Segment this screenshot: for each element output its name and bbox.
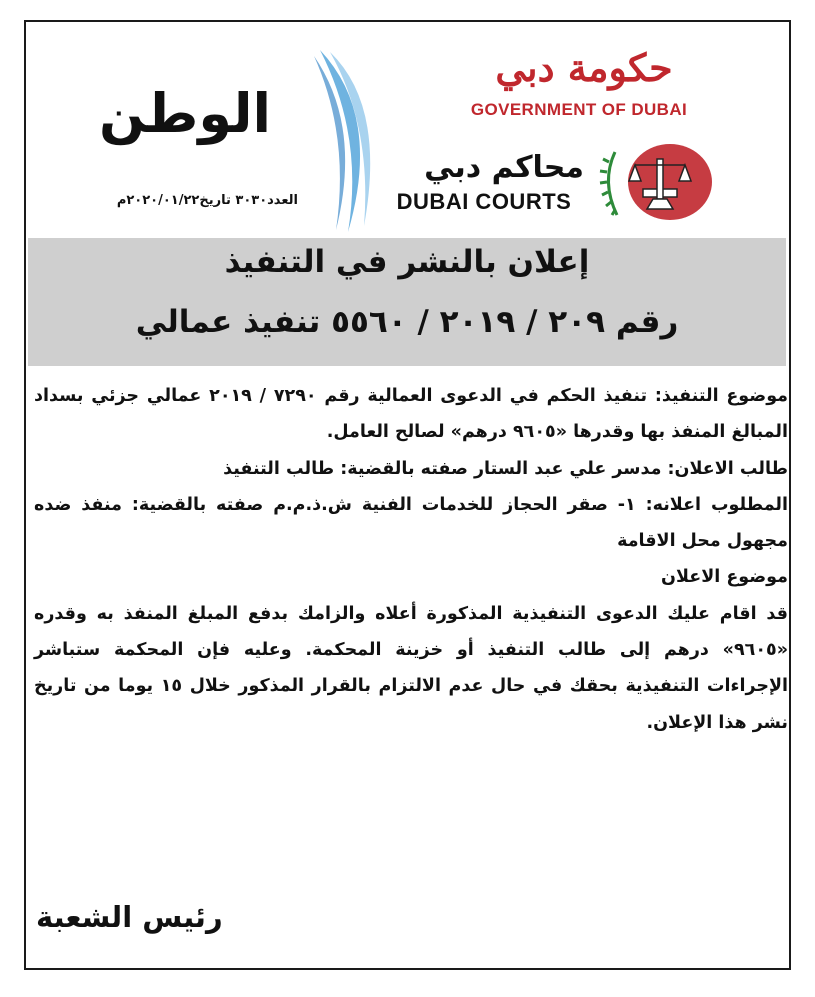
- courts-name-english: DUBAI COURTS: [396, 189, 572, 214]
- notice-subject-heading: موضوع الاعلان: [661, 567, 788, 588]
- issue-number-date: العدد٣٠٣٠ تاريخ٢٠٢٠/٠١/٢٢م: [116, 193, 298, 208]
- case-number: رقم ٢٠٩ / ٢٠١٩ / ٥٥٦٠ تنفيذ عمالي: [135, 304, 679, 340]
- notice-requester: طالب الاعلان: مدسر علي عبد الستار صفته بالقضية: طالب التنفيذ: [223, 458, 788, 479]
- courts-name-arabic: محاكم دبي: [424, 150, 584, 185]
- blue-swoosh-icon: [312, 46, 382, 236]
- newspaper-logo: الوطن: [98, 82, 272, 145]
- notice-title: إعلان بالنشر في التنفيذ: [224, 244, 590, 280]
- government-logo-arabic: حكومة دبي: [495, 45, 673, 90]
- execution-subject: موضوع التنفيذ: تنفيذ الحكم في الدعوى العمالية رقم ٧٢٩٠ / ٢٠١٩ عمالي جزئي بسداد المبالغ المنفذ بها وقدرها «٩٦٠٥ درهم» لصالح العامل.: [34, 386, 788, 443]
- title-band: [28, 238, 786, 366]
- government-logo-english: GOVERNMENT OF DUBAI: [470, 100, 688, 119]
- signature: رئيس الشعبة: [36, 900, 223, 934]
- scales-of-justice-icon: [595, 137, 715, 227]
- notice-body: [34, 378, 788, 741]
- notice-respondent: المطلوب اعلانه: ١- صقر الحجاز للخدمات الفنية ش.ذ.م.م صفته بالقضية: منفذ ضده مجهول محل الاقامة: [34, 494, 788, 552]
- notice-subject-text: قد اقام عليك الدعوى التنفيذية المذكورة أعلاه والزامك بدفع المبلغ المنفذ به وقدره «٩٦٠٥» درهم إلى طالب التنفيذ أو خزينة المحكمة. وعليه فإن المحكمة ستباشر الإجراءات التنفيذية بحقك في حال عدم الالتزام بالقرار المذكور خلال ١٥ يوما من تاريخ نشر هذا الإعلان.: [34, 603, 788, 733]
